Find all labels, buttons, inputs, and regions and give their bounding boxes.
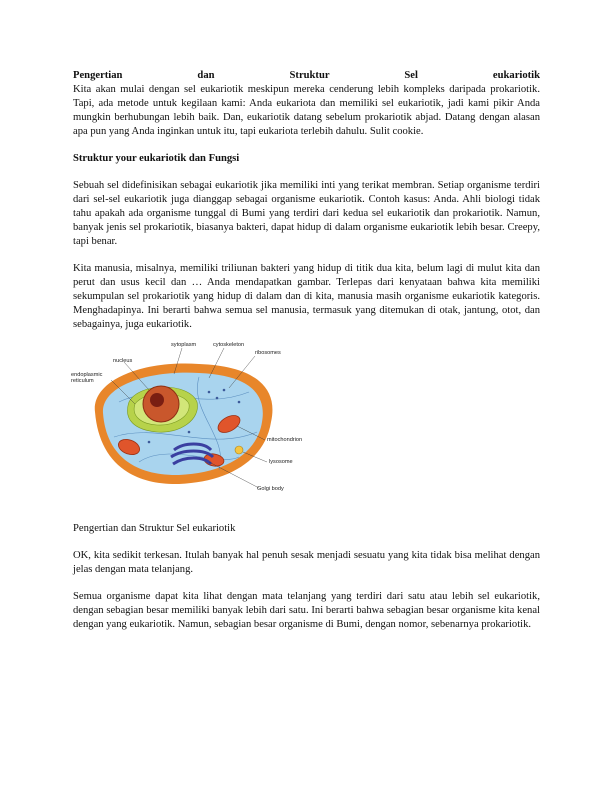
paragraph-2: Kita manusia, misalnya, memiliki triliunan bakteri yang hidup di titik dua kita, belum lagi di mulut kita dan perut dan usus kecil dan … Anda mendapatkan gambar. Terlepas dari kenyataan bahwa kita memiliki sekumpulan sel prokariotik yang hidup di dalam dan di kita, manusia masih organisme eukariotik kategoris. Menghadapinya. Ini berarti bahwa semua sel manusia, termasuk yang ditemukan di otak, jantung, otot, dan sebagainya, juga eukariotik. [73,263,540,330]
label-cytoskeleton: cytoskeleton [213,342,245,348]
nucleolus [150,393,164,407]
label-golgi-body: Golgi body [257,486,284,492]
intro-paragraph: Kita akan mulai dengan sel eukariotik meskipun mereka cenderung lebih kompleks daripada prokariotik. Tapi, ada metode untuk kegilaan kami: Anda eukariota dan memiliki sel eukariotik, jadi kami pikir Anda mungkin berhubungan lebih baik. Dan, eukariotik datang sebelum prokariotik abjad. Datang dengan alasan apa pun yang Anda inginkan untuk itu, tapi eukariota terlebih dahulu. Sulit cookie. [73,84,540,137]
figure-caption: Pengertian dan Struktur Sel eukariotik [73,523,236,534]
label-mitochondrion: mitochondrion [267,437,303,443]
section-heading: Struktur your eukariotik dan Fungsi [73,153,240,164]
eukaryotic-cell-illustration [79,342,289,502]
paragraph-3: OK, kita sedikit terkesan. Itulah banyak hal penuh sesak menjadi sesuatu yang kita tidak bisa melihat dengan jelas dengan mata telanjang. [73,550,540,575]
label-nucleus: nucleus [113,358,133,364]
label-lysosome: lysosome [269,459,293,465]
paragraph-1: Sebuah sel didefinisikan sebagai eukariotik jika memiliki inti yang terikat membran. Setiap organisme terdiri dari sel-sel eukariotik juga dianggap sebagai organisme eukariotik. Contoh kasus: Anda. Ahli biologi tidak tahu apakah ada organisme tunggal di Bumi yang terdiri dari kedua sel eukariotik dan prokariotik. Namun, banyak jenis sel prokariotik, biasanya bakteri, dapat hidup di dalam organisme eukariotik lebih besar. Creepy, tapi benar. [73,180,540,247]
cell-diagram [71,342,303,502]
document-page [73,69,540,632]
label-cytoplasm: sytoplasm [171,342,197,348]
paragraph-4: Semua organisme dapat kita lihat dengan mata telanjang yang terdiri dari satu atau lebih sel eukariotik, dengan sebagian besar memiliki banyak lebih dari satu. Ini berarti bahwa sebagian besar organisme kita kenal dengan yang eukariotik. Namun, sebagian besar organisme di Bumi, dengan nomor, sebenarnya prokariotik. [73,591,540,630]
lysosome [235,446,243,454]
label-ribosomes: ribosomes [255,350,281,356]
label-endoplasmic-reticulum: endoplasmic reticulum [71,372,103,384]
page-title: Pengertian dan Struktur Sel eukariotik [73,70,540,81]
